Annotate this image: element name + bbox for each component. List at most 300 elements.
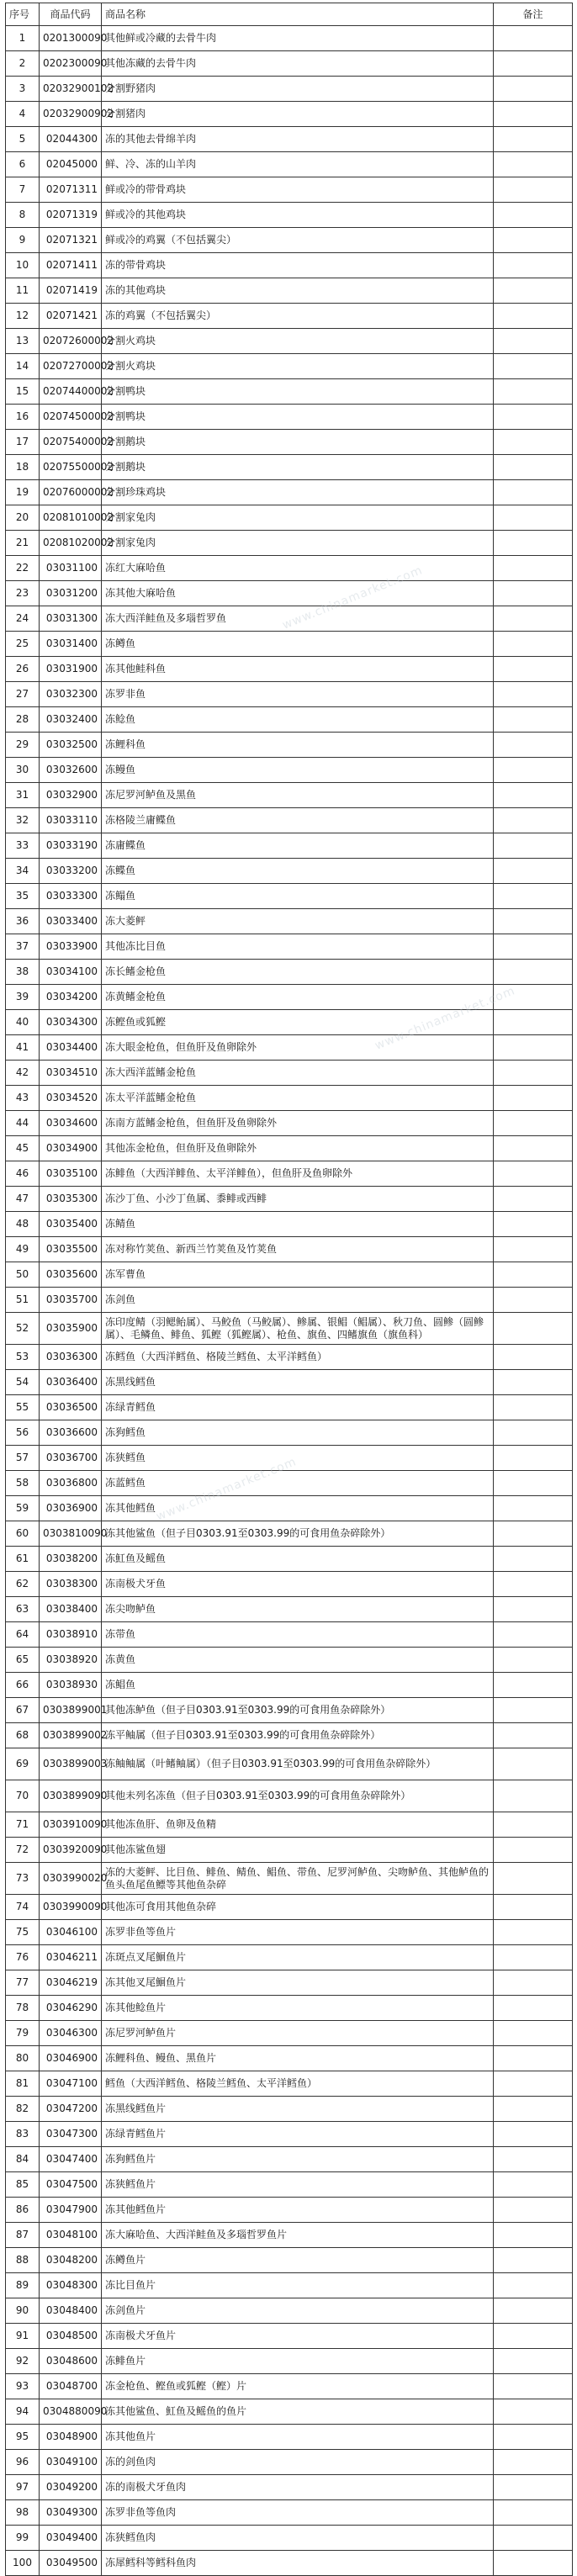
cell-no: 30 (6, 758, 40, 783)
cell-name: 其他冻比目鱼 (102, 934, 494, 960)
cell-code: 02081010002 (40, 505, 102, 531)
cell-code: 02075400002 (40, 430, 102, 455)
table-row (6, 1061, 573, 1086)
cell-name: 冻大麻哈鱼、大西洋鲑鱼及多瑙哲罗鱼片 (102, 2223, 494, 2248)
cell-note (494, 480, 573, 505)
table-row (6, 1572, 573, 1597)
cell-no: 91 (6, 2324, 40, 2349)
cell-name: 冻狭鳕鱼片 (102, 2172, 494, 2198)
cell-no: 44 (6, 1111, 40, 1136)
table-row (6, 884, 573, 909)
cell-name: 冻大西洋鲑鱼及多瑙哲罗鱼 (102, 606, 494, 632)
cell-no: 52 (6, 1313, 40, 1345)
cell-name: 冻鳟鱼 (102, 632, 494, 657)
cell-code: 03033300 (40, 884, 102, 909)
cell-code: 03033190 (40, 833, 102, 859)
cell-name: 鳕鱼（大西洋鳕鱼、格陵兰鳕鱼、太平洋鳕鱼） (102, 2071, 494, 2097)
cell-note (494, 2526, 573, 2551)
cell-no: 59 (6, 1496, 40, 1521)
header-no: 序号 (6, 3, 40, 26)
cell-no: 83 (6, 2122, 40, 2147)
table-row (6, 632, 573, 657)
table-row (6, 2122, 573, 2147)
cell-note (494, 1521, 573, 1547)
cell-no: 36 (6, 909, 40, 934)
cell-code: 03046100 (40, 1920, 102, 1945)
cell-name: 冻狭鳕鱼肉 (102, 2526, 494, 2551)
cell-no: 34 (6, 859, 40, 884)
cell-code: 03032600 (40, 758, 102, 783)
cell-name: 其他未列名冻鱼（但子目0303.91至0303.99的可食用鱼杂碎除外） (102, 1780, 494, 1812)
cell-name: 冻其他鲶鱼片 (102, 1996, 494, 2021)
cell-note (494, 2475, 573, 2500)
table-row (6, 1597, 573, 1622)
cell-name: 冻南极犬牙鱼 (102, 1572, 494, 1597)
cell-no: 5 (6, 127, 40, 152)
cell-note (494, 1395, 573, 1420)
cell-name: 分割家兔肉 (102, 531, 494, 556)
cell-note (494, 152, 573, 177)
table-row (6, 1838, 573, 1863)
cell-code: 02045000 (40, 152, 102, 177)
table-row (6, 1748, 573, 1780)
cell-no: 31 (6, 783, 40, 808)
cell-note (494, 833, 573, 859)
cell-no: 65 (6, 1648, 40, 1673)
cell-note (494, 1496, 573, 1521)
cell-no: 26 (6, 657, 40, 682)
table-body (6, 26, 573, 2576)
cell-note (494, 1136, 573, 1161)
cell-note (494, 2349, 573, 2374)
table-row (6, 1446, 573, 1471)
cell-name: 分割鸭块 (102, 405, 494, 430)
table-row (6, 354, 573, 379)
cell-note (494, 1035, 573, 1061)
cell-name: 分割火鸡块 (102, 329, 494, 354)
table-row (6, 102, 573, 127)
cell-code: 03038300 (40, 1572, 102, 1597)
table-row (6, 127, 573, 152)
cell-code: 03046300 (40, 2021, 102, 2046)
table-row (6, 2071, 573, 2097)
cell-name: 冻鳎鱼 (102, 884, 494, 909)
cell-no: 16 (6, 405, 40, 430)
cell-code: 03035700 (40, 1288, 102, 1313)
table-row (6, 2248, 573, 2273)
cell-name: 冻南极犬牙鱼片 (102, 2324, 494, 2349)
cell-name: 分割野猪肉 (102, 77, 494, 102)
watermark: www.chinamarket.com (373, 984, 517, 1053)
cell-note (494, 2046, 573, 2071)
cell-note (494, 1748, 573, 1780)
cell-code: 02032900102 (40, 77, 102, 102)
cell-no: 45 (6, 1136, 40, 1161)
cell-code: 03034510 (40, 1061, 102, 1086)
cell-code: 03031200 (40, 581, 102, 606)
cell-name: 冻金枪鱼、鲣鱼或狐鲣（鲣）片 (102, 2374, 494, 2399)
table-row (6, 51, 573, 77)
cell-no: 56 (6, 1420, 40, 1446)
cell-name: 冻蓝鳕鱼 (102, 1471, 494, 1496)
table-row (6, 1237, 573, 1262)
table-row (6, 1035, 573, 1061)
header-note: 备注 (494, 3, 573, 26)
header-code: 商品代码 (40, 3, 102, 26)
cell-no: 88 (6, 2248, 40, 2273)
cell-code: 03038910 (40, 1622, 102, 1648)
cell-code: 03047500 (40, 2172, 102, 2198)
table-row (6, 2147, 573, 2172)
cell-code: 03032900 (40, 783, 102, 808)
cell-name: 冻狗鳕鱼 (102, 1420, 494, 1446)
cell-name: 冻尖吻鲈鱼 (102, 1597, 494, 1622)
table-row (6, 1945, 573, 1970)
table-row (6, 2046, 573, 2071)
cell-no: 25 (6, 632, 40, 657)
cell-name: 冻黑线鳕鱼片 (102, 2097, 494, 2122)
cell-name: 冻鲶鱼 (102, 707, 494, 733)
cell-code: 03033400 (40, 909, 102, 934)
cell-name: 冻鲳鱼 (102, 1673, 494, 1698)
cell-note (494, 1313, 573, 1345)
cell-code: 03034100 (40, 960, 102, 985)
cell-no: 32 (6, 808, 40, 833)
cell-code: 03034400 (40, 1035, 102, 1061)
cell-name: 冻魟鱼及鳐鱼 (102, 1547, 494, 1572)
cell-no: 93 (6, 2374, 40, 2399)
table-row (6, 2097, 573, 2122)
table-row (6, 1395, 573, 1420)
cell-code: 03034200 (40, 985, 102, 1010)
cell-name: 冻鳕鱼（大西洋鳕鱼、格陵兰鳕鱼、太平洋鳕鱼） (102, 1345, 494, 1370)
cell-name: 冻对称竹荚鱼、新西兰竹荚鱼及竹荚鱼 (102, 1237, 494, 1262)
cell-no: 19 (6, 480, 40, 505)
cell-no: 79 (6, 2021, 40, 2046)
cell-code: 03049400 (40, 2526, 102, 2551)
cell-name: 冻绿青鳕鱼片 (102, 2122, 494, 2147)
cell-note (494, 2147, 573, 2172)
cell-no: 61 (6, 1547, 40, 1572)
cell-name: 冻的其他鸡块 (102, 278, 494, 304)
cell-code: 03032300 (40, 682, 102, 707)
cell-note (494, 1061, 573, 1086)
cell-note (494, 2273, 573, 2298)
cell-no: 98 (6, 2500, 40, 2526)
cell-no: 63 (6, 1597, 40, 1622)
cell-no: 96 (6, 2450, 40, 2475)
cell-name: 鲜或冷的其他鸡块 (102, 203, 494, 228)
table-row (6, 1136, 573, 1161)
cell-name: 其他冻鲨鱼翅 (102, 1838, 494, 1863)
cell-code: 03036300 (40, 1345, 102, 1370)
cell-no: 28 (6, 707, 40, 733)
cell-code: 02081020002 (40, 531, 102, 556)
cell-code: 02076000002 (40, 480, 102, 505)
cell-note (494, 733, 573, 758)
cell-note (494, 1838, 573, 1863)
table-row (6, 455, 573, 480)
cell-note (494, 960, 573, 985)
cell-code: 03034300 (40, 1010, 102, 1035)
cell-no: 1 (6, 26, 40, 51)
cell-no: 7 (6, 177, 40, 203)
table-row (6, 2450, 573, 2475)
cell-note (494, 1370, 573, 1395)
cell-name: 冻犀鳕科等鳕科鱼肉 (102, 2551, 494, 2576)
cell-name: 冻的剑鱼肉 (102, 2450, 494, 2475)
cell-note (494, 657, 573, 682)
cell-no: 62 (6, 1572, 40, 1597)
cell-code: 03047400 (40, 2147, 102, 2172)
table-row (6, 1111, 573, 1136)
cell-code: 03034520 (40, 1086, 102, 1111)
cell-note (494, 1237, 573, 1262)
table-row (6, 26, 573, 51)
cell-code: 03035500 (40, 1237, 102, 1262)
cell-no: 35 (6, 884, 40, 909)
cell-name: 冻红大麻哈鱼 (102, 556, 494, 581)
cell-note (494, 606, 573, 632)
header-name: 商品名称 (102, 3, 494, 26)
cell-no: 33 (6, 833, 40, 859)
table-row (6, 2172, 573, 2198)
cell-no: 66 (6, 1673, 40, 1698)
cell-no: 53 (6, 1345, 40, 1370)
cell-no: 67 (6, 1698, 40, 1723)
cell-name: 分割猪肉 (102, 102, 494, 127)
cell-name: 冻其他大麻哈鱼 (102, 581, 494, 606)
cell-name: 冻的南极犬牙鱼肉 (102, 2475, 494, 2500)
cell-name: 冻南方蓝鳍金枪鱼，但鱼肝及鱼卵除外 (102, 1111, 494, 1136)
cell-no: 40 (6, 1010, 40, 1035)
table-row (6, 1496, 573, 1521)
cell-no: 90 (6, 2298, 40, 2324)
cell-note (494, 2399, 573, 2425)
cell-name: 冻长鳍金枪鱼 (102, 960, 494, 985)
cell-note (494, 632, 573, 657)
cell-no: 75 (6, 1920, 40, 1945)
table-row (6, 2223, 573, 2248)
table-row (6, 1996, 573, 2021)
cell-note (494, 253, 573, 278)
cell-note (494, 2374, 573, 2399)
cell-no: 69 (6, 1748, 40, 1780)
cell-code: 02074400002 (40, 379, 102, 405)
cell-no: 76 (6, 1945, 40, 1970)
cell-note (494, 1446, 573, 1471)
cell-note (494, 1673, 573, 1698)
table-row (6, 329, 573, 354)
cell-name: 冻其他叉尾鮰鱼片 (102, 1970, 494, 1996)
table-row (6, 1313, 573, 1345)
cell-name: 冻鲉鲉属（叶鳍鲉属）（但子目0303.91至0303.99的可食用鱼杂碎除外） (102, 1748, 494, 1780)
cell-name: 冻平鲉属（但子目0303.91至0303.99的可食用鱼杂碎除外） (102, 1723, 494, 1748)
cell-name: 分割火鸡块 (102, 354, 494, 379)
cell-name: 冻绿青鳕鱼 (102, 1395, 494, 1420)
table-row (6, 2399, 573, 2425)
cell-note (494, 2097, 573, 2122)
cell-code: 03046900 (40, 2046, 102, 2071)
cell-code: 03046219 (40, 1970, 102, 1996)
cell-code: 03046290 (40, 1996, 102, 2021)
cell-code: 03049500 (40, 2551, 102, 2576)
cell-note (494, 2298, 573, 2324)
table-row (6, 1920, 573, 1945)
cell-code: 0202300090 (40, 51, 102, 77)
cell-note (494, 177, 573, 203)
cell-note (494, 329, 573, 354)
table-row (6, 1086, 573, 1111)
cell-no: 77 (6, 1970, 40, 1996)
cell-code: 03048200 (40, 2248, 102, 2273)
cell-name: 冻鲣鱼或狐鲣 (102, 1010, 494, 1035)
cell-name: 鲜或冷的鸡翼（不包括翼尖） (102, 228, 494, 253)
table-row (6, 1521, 573, 1547)
cell-no: 74 (6, 1895, 40, 1920)
cell-code: 03048500 (40, 2324, 102, 2349)
cell-note (494, 228, 573, 253)
table-row (6, 1673, 573, 1698)
cell-code: 0303910090 (40, 1812, 102, 1838)
table-row (6, 1723, 573, 1748)
cell-note (494, 1212, 573, 1237)
cell-no: 81 (6, 2071, 40, 2097)
cell-note (494, 278, 573, 304)
cell-code: 03032400 (40, 707, 102, 733)
table-row (6, 2198, 573, 2223)
cell-name: 冻大眼金枪鱼，但鱼肝及鱼卵除外 (102, 1035, 494, 1061)
cell-code: 03046211 (40, 1945, 102, 1970)
cell-no: 58 (6, 1471, 40, 1496)
cell-name: 其他鲜或冷藏的去骨牛肉 (102, 26, 494, 51)
table-row (6, 1010, 573, 1035)
cell-note (494, 2324, 573, 2349)
watermark: www.chinamarket.com (154, 1455, 299, 1524)
cell-no: 64 (6, 1622, 40, 1648)
cell-no: 68 (6, 1723, 40, 1748)
cell-name: 分割鸭块 (102, 379, 494, 405)
cell-note (494, 1622, 573, 1648)
table-row (6, 581, 573, 606)
cell-note (494, 1863, 573, 1895)
table-row (6, 2425, 573, 2450)
cell-code: 02071321 (40, 228, 102, 253)
cell-note (494, 1161, 573, 1187)
table-row (6, 783, 573, 808)
cell-note (494, 758, 573, 783)
cell-note (494, 2425, 573, 2450)
cell-name: 其他冻藏的去骨牛肉 (102, 51, 494, 77)
cell-name: 冻其他鲨鱼（但子目0303.91至0303.99的可食用鱼杂碎除外） (102, 1521, 494, 1547)
cell-code: 03038920 (40, 1648, 102, 1673)
cell-name: 冻其他鲨鱼、魟鱼及鳐鱼的鱼片 (102, 2399, 494, 2425)
cell-note (494, 1597, 573, 1622)
cell-name: 其他冻金枪鱼，但鱼肝及鱼卵除外 (102, 1136, 494, 1161)
cell-no: 89 (6, 2273, 40, 2298)
cell-note (494, 2122, 573, 2147)
table-row (6, 833, 573, 859)
table-row (6, 2374, 573, 2399)
cell-note (494, 1010, 573, 1035)
cell-no: 51 (6, 1288, 40, 1313)
cell-name: 冻庸鲽鱼 (102, 833, 494, 859)
cell-code: 03033110 (40, 808, 102, 833)
cell-code: 0304880090 (40, 2399, 102, 2425)
cell-note (494, 505, 573, 531)
cell-code: 02075500002 (40, 455, 102, 480)
cell-code: 03038400 (40, 1597, 102, 1622)
cell-code: 0303899001 (40, 1698, 102, 1723)
cell-code: 03047100 (40, 2071, 102, 2097)
table-row (6, 1780, 573, 1812)
cell-name: 分割家兔肉 (102, 505, 494, 531)
cell-no: 29 (6, 733, 40, 758)
cell-no: 95 (6, 2425, 40, 2450)
cell-no: 18 (6, 455, 40, 480)
cell-no: 9 (6, 228, 40, 253)
cell-note (494, 2198, 573, 2223)
cell-no: 70 (6, 1780, 40, 1812)
table-row (6, 657, 573, 682)
cell-note (494, 2500, 573, 2526)
table-row (6, 808, 573, 833)
cell-note (494, 102, 573, 127)
cell-note (494, 1288, 573, 1313)
cell-no: 82 (6, 2097, 40, 2122)
cell-no: 73 (6, 1863, 40, 1895)
cell-no: 6 (6, 152, 40, 177)
cell-no: 17 (6, 430, 40, 455)
cell-code: 03036500 (40, 1395, 102, 1420)
cell-name: 冻的带骨鸡块 (102, 253, 494, 278)
cell-code: 0303899003 (40, 1748, 102, 1780)
cell-note (494, 379, 573, 405)
table-row (6, 909, 573, 934)
cell-no: 37 (6, 934, 40, 960)
cell-code: 03031300 (40, 606, 102, 632)
cell-name: 冻罗非鱼等鱼肉 (102, 2500, 494, 2526)
cell-no: 27 (6, 682, 40, 707)
cell-code: 0303920090 (40, 1838, 102, 1863)
cell-note (494, 909, 573, 934)
cell-name: 冻黑线鳕鱼 (102, 1370, 494, 1395)
cell-code: 03031100 (40, 556, 102, 581)
cell-name: 分割鹅块 (102, 430, 494, 455)
cell-no: 23 (6, 581, 40, 606)
cell-no: 43 (6, 1086, 40, 1111)
cell-code: 03049100 (40, 2450, 102, 2475)
cell-note (494, 531, 573, 556)
cell-note (494, 455, 573, 480)
cell-no: 42 (6, 1061, 40, 1086)
table-row (6, 2500, 573, 2526)
cell-name: 鲜、冷、冻的山羊肉 (102, 152, 494, 177)
cell-no: 24 (6, 606, 40, 632)
cell-no: 60 (6, 1521, 40, 1547)
table-row (6, 430, 573, 455)
cell-name: 冻鳗鱼 (102, 758, 494, 783)
cell-code: 03047300 (40, 2122, 102, 2147)
cell-note (494, 1996, 573, 2021)
cell-code: 0303990020 (40, 1863, 102, 1895)
cell-no: 54 (6, 1370, 40, 1395)
cell-code: 03036900 (40, 1496, 102, 1521)
cell-code: 0303990090 (40, 1895, 102, 1920)
cell-name: 分割珍珠鸡块 (102, 480, 494, 505)
cell-code: 0201300090 (40, 26, 102, 51)
cell-name: 冻带鱼 (102, 1622, 494, 1648)
